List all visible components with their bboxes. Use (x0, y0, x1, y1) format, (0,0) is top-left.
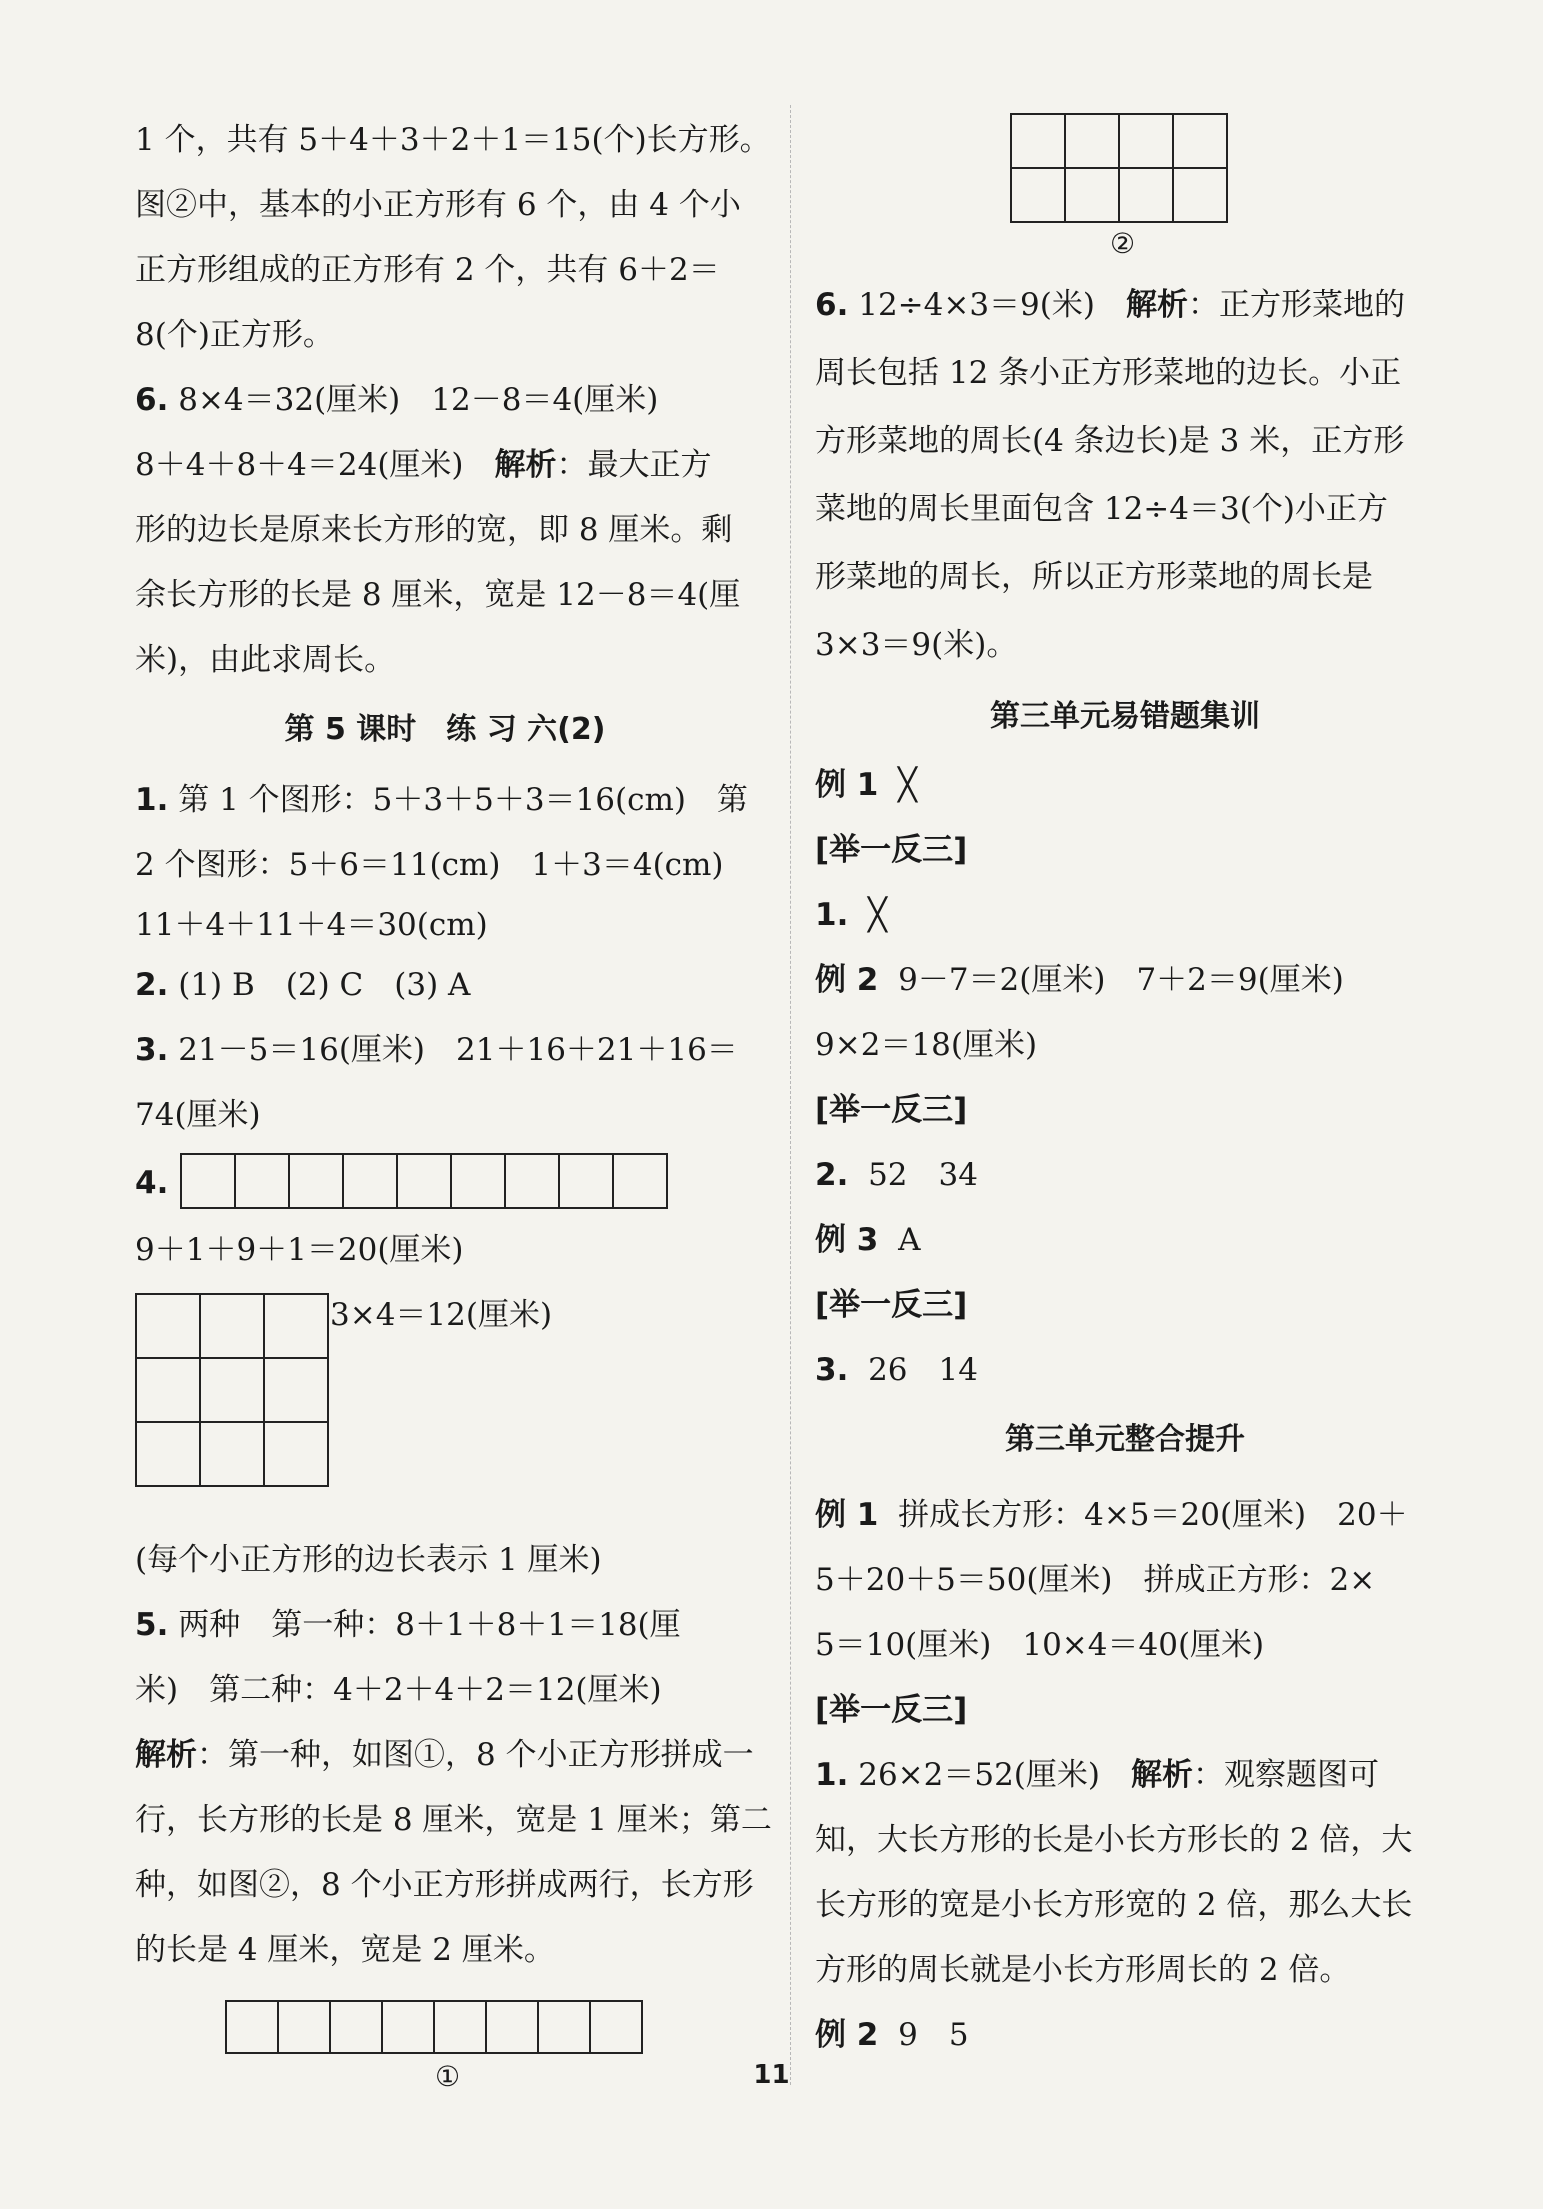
text-line: 形菜地的周长，所以正方形菜地的周长是 (815, 559, 1373, 595)
text-line: 正方形组成的正方形有 2 个，共有 6＋2＝ (135, 252, 720, 288)
strip-grid-1x9 (180, 1153, 668, 1209)
text-line: 11＋4＋11＋4＝30(cm) (135, 907, 488, 943)
column-divider (790, 105, 791, 2085)
text-line: 方形菜地的周长(4 条边长)是 3 米，正方形 (815, 423, 1405, 459)
answer-b1: 1. 26×2＝52(厘米) 解析：观察题图可 (815, 1757, 1379, 1793)
practice-header: [举一反三] (815, 1092, 968, 1128)
figure-1-label: ① (435, 2060, 461, 2093)
text-line: 图②中，基本的小正方形有 6 个，由 4 个小 (135, 187, 741, 223)
question-6: 6. 12÷4×3＝9(米) 解析：正方形菜地的 (815, 287, 1405, 323)
text-line: 8(个)正方形。 (135, 317, 334, 353)
page-number: 11 (753, 2060, 790, 2090)
question-2: 2. (1) B (2) C (3) A (135, 967, 471, 1003)
text-line: 74(厘米) (135, 1097, 261, 1133)
text-line: 5＋20＋5＝50(厘米) 拼成正方形：2× (815, 1562, 1376, 1598)
text-line: 3×4＝12(厘米) (330, 1297, 553, 1333)
answer-2: 2. 52 34 (815, 1157, 978, 1193)
question-5: 5. 两种 第一种：8＋1＋8＋1＝18(厘 (135, 1607, 681, 1643)
figure-2-grid-2x4 (1010, 113, 1228, 223)
practice-header: [举一反三] (815, 1287, 968, 1323)
text-line: 米)，由此求周长。 (135, 642, 396, 678)
question-6: 6. 8×4＝32(厘米) 12－8＝4(厘米) (135, 382, 659, 418)
figure-1-grid-1x8 (225, 2000, 643, 2054)
example-5: 例 2 9 5 (815, 2017, 969, 2053)
text-line: 米) 第二种：4＋2＋4＋2＝12(厘米) (135, 1672, 662, 1708)
section-title: 第三单元易错题集训 (990, 699, 1260, 734)
text-line: 菜地的周长里面包含 12÷4＝3(个)小正方 (815, 491, 1388, 527)
text-line: (每个小正方形的边长表示 1 厘米) (135, 1542, 602, 1578)
practice-header: [举一反三] (815, 832, 968, 868)
text-line: 2 个图形：5＋6＝11(cm) 1＋3＝4(cm) (135, 847, 724, 883)
figure-2-label: ② (1110, 227, 1136, 260)
text-line: 1 个，共有 5＋4＋3＋2＋1＝15(个)长方形。 (135, 122, 771, 158)
text-line: 行，长方形的长是 8 厘米，宽是 1 厘米；第二 (135, 1802, 772, 1838)
analysis-label: 解析 (135, 1737, 197, 1773)
text-line: 解析：第一种，如图①，8 个小正方形拼成一 (135, 1737, 754, 1773)
example-1: 例 1 ╳ (815, 767, 917, 803)
text-line: 方形的周长就是小长方形周长的 2 倍。 (815, 1952, 1351, 1988)
text-line: 8＋4＋8＋4＝24(厘米) 解析：最大正方 (135, 447, 712, 483)
section-title: 第三单元整合提升 (1005, 1422, 1245, 1457)
answer-3: 3. 26 14 (815, 1352, 978, 1388)
text-line: 的长是 4 厘米，宽是 2 厘米。 (135, 1932, 555, 1968)
analysis-label: 解析 (494, 447, 557, 483)
answer-1: 1. ╳ (815, 897, 887, 933)
square-grid-3x4 (135, 1293, 329, 1487)
text-line: 形的边长是原来长方形的宽，即 8 厘米。剩 (135, 512, 733, 548)
example-2: 例 2 9－7＝2(厘米) 7＋2＝9(厘米) (815, 962, 1344, 998)
text-line: 长方形的宽是小长方形宽的 2 倍，那么大长 (815, 1887, 1413, 1923)
question-1: 1. 第 1 个图形：5＋3＋5＋3＝16(cm) 第 (135, 782, 748, 818)
text-line: 周长包括 12 条小正方形菜地的边长。小正 (815, 355, 1402, 391)
example-4: 例 1 拼成长方形：4×5＝20(厘米) 20＋ (815, 1497, 1408, 1533)
question-number: 6. (135, 382, 169, 418)
example-3: 例 3 A (815, 1222, 921, 1258)
text-line: 余长方形的长是 8 厘米，宽是 12－8＝4(厘 (135, 577, 741, 613)
text-line: 种，如图②，8 个小正方形拼成两行，长方形 (135, 1867, 754, 1903)
question-3: 3. 21－5＝16(厘米) 21＋16＋21＋16＝ (135, 1032, 738, 1068)
text-line: 3×3＝9(米)。 (815, 627, 1018, 663)
practice-header: [举一反三] (815, 1692, 968, 1728)
analysis-label: 解析 (1125, 287, 1188, 323)
text-line: 5＝10(厘米) 10×4＝40(厘米) (815, 1627, 1265, 1663)
section-title: 第 5 课时 练 习 六(2) (284, 712, 606, 747)
text-line: 知，大长方形的长是小长方形长的 2 倍，大 (815, 1822, 1413, 1858)
text-line: 9×2＝18(厘米) (815, 1027, 1038, 1063)
analysis-label: 解析 (1131, 1757, 1193, 1793)
text-line: 9＋1＋9＋1＝20(厘米) (135, 1232, 464, 1268)
question-4: 4. (135, 1165, 169, 1201)
